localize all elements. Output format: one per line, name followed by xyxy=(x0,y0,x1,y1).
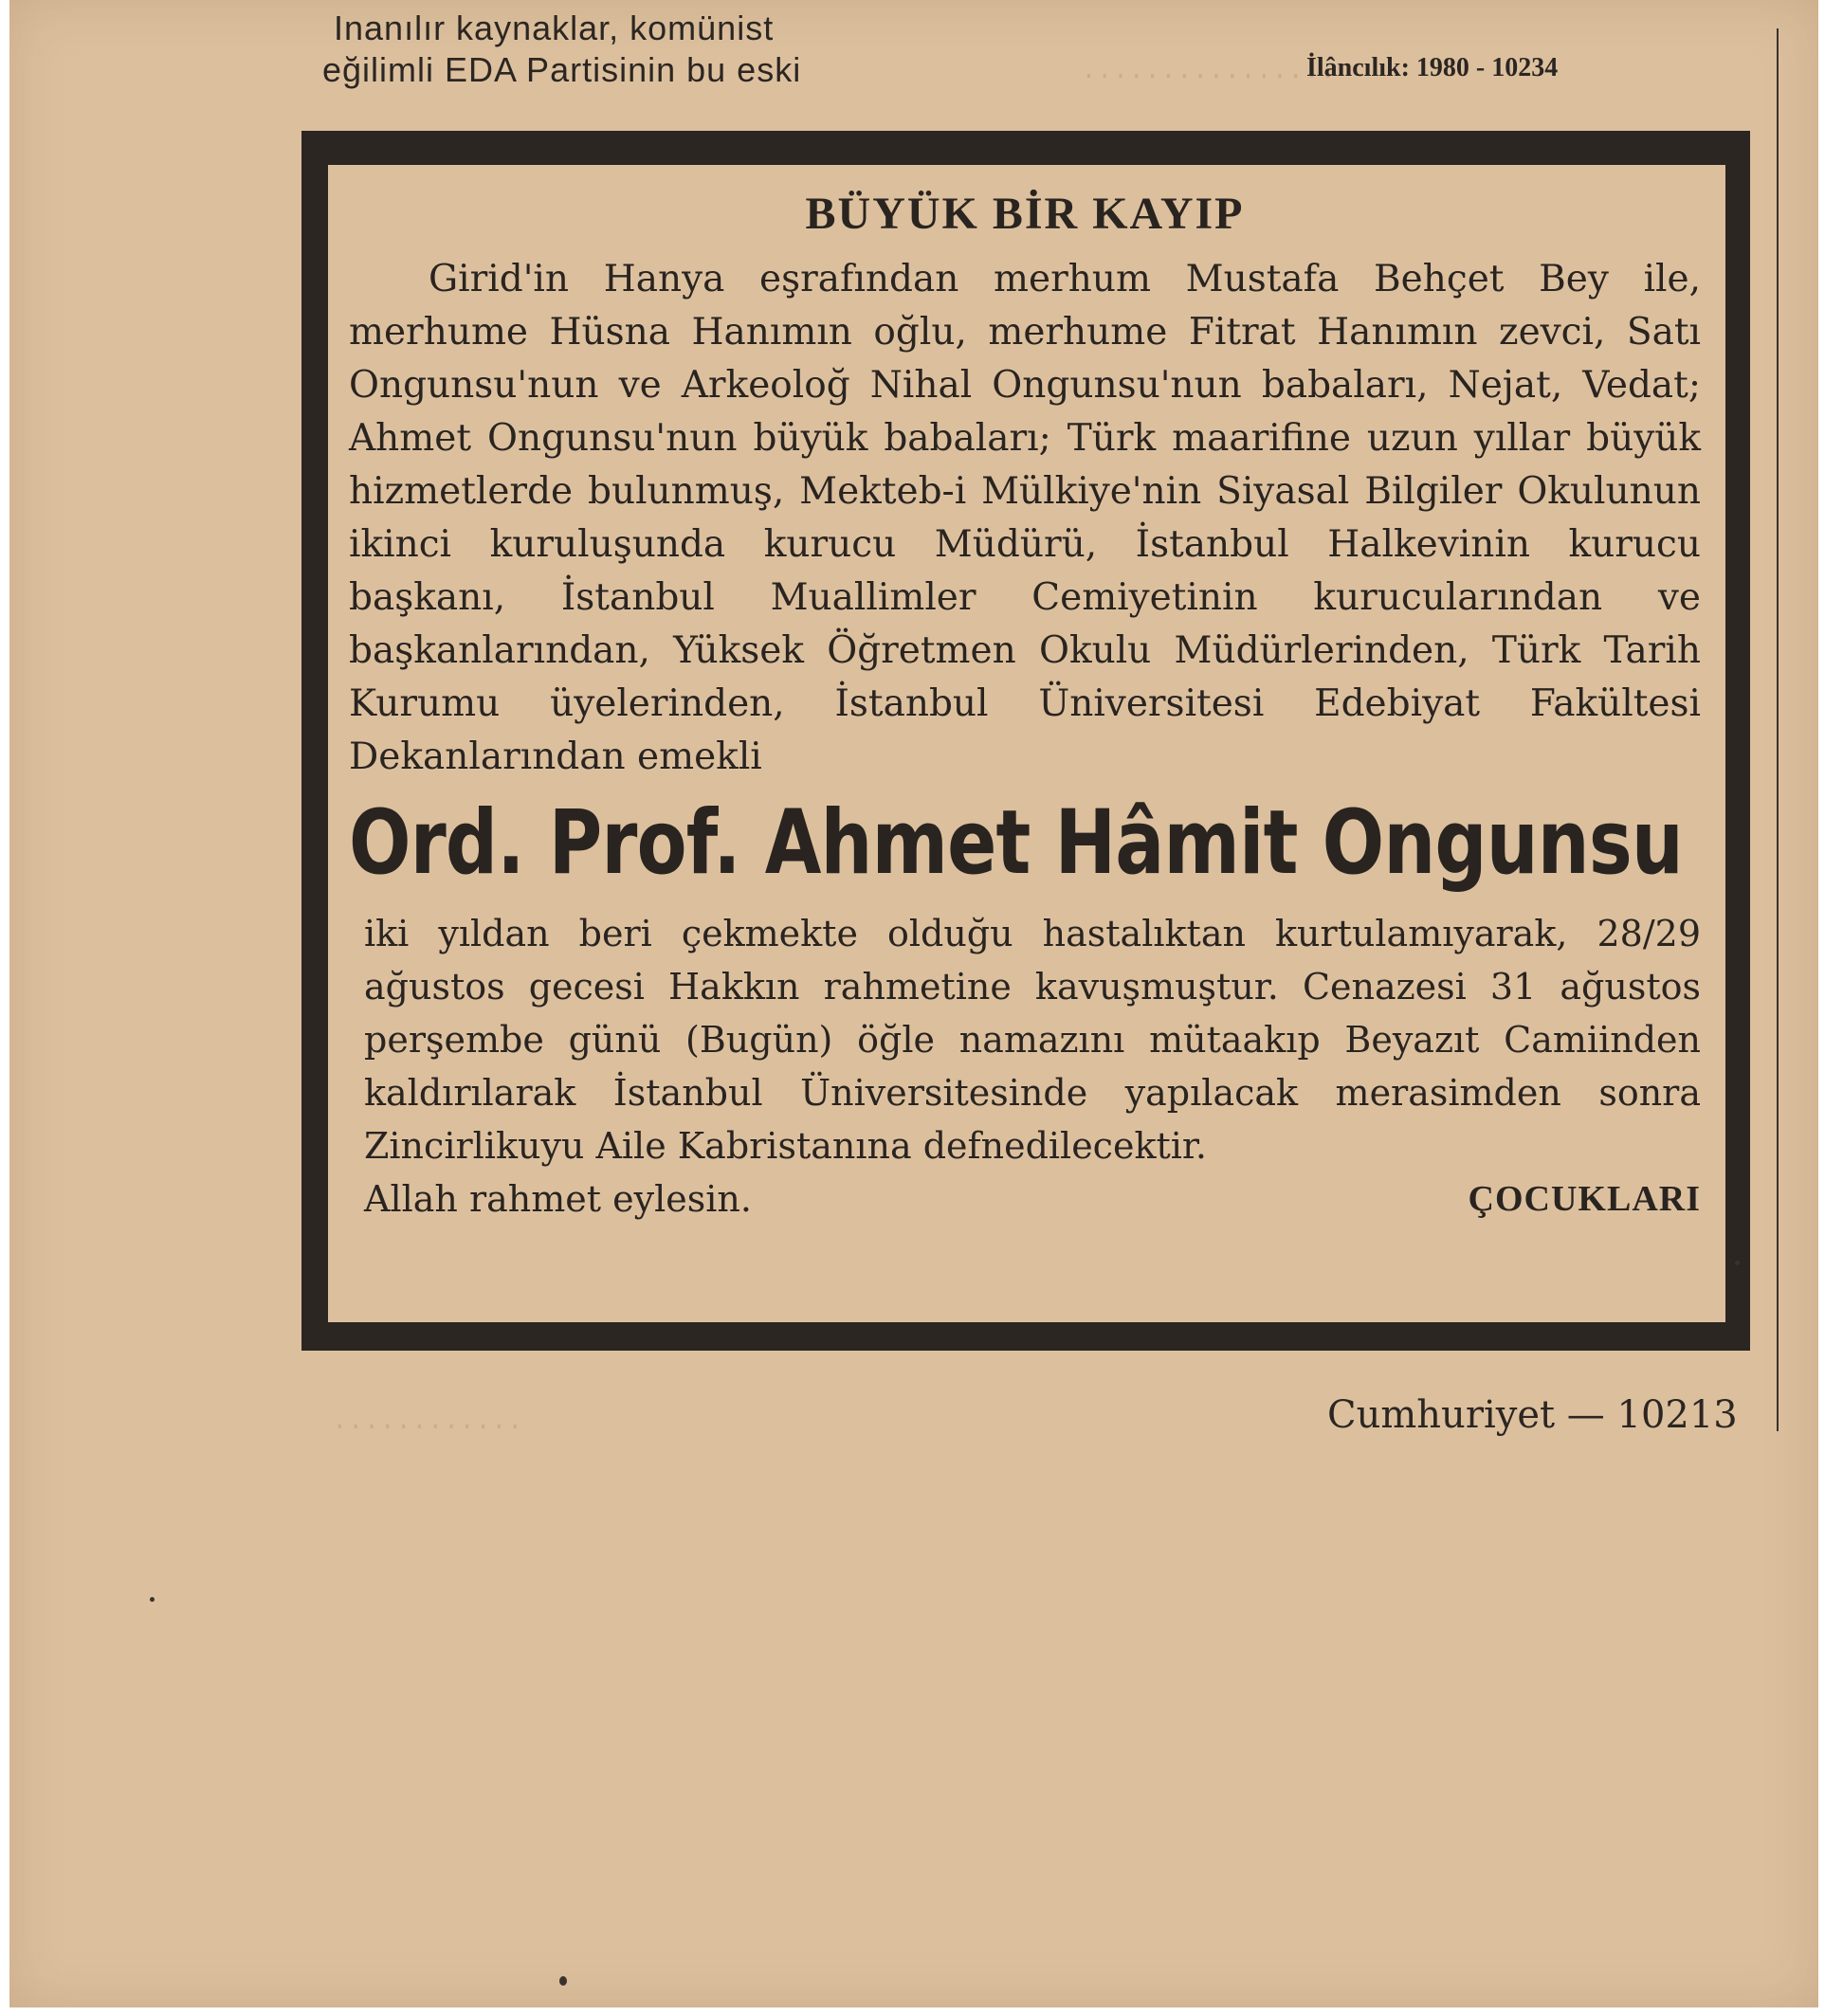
ink-speck-3 xyxy=(1735,1261,1740,1265)
column-rule xyxy=(1777,28,1779,1431)
obituary-content xyxy=(328,165,1725,1322)
show-through-text: ................ xyxy=(1081,57,1336,86)
closing-line xyxy=(364,1172,1701,1226)
obituary-frame xyxy=(301,131,1750,1351)
signature: ÇOCUKLARI xyxy=(1468,1179,1701,1219)
ink-speck-2 xyxy=(150,1597,155,1602)
obituary-headline: BÜYÜK BİR KAYIP xyxy=(805,189,1245,239)
newspaper-clipping xyxy=(9,0,1818,2007)
deceased-name: Ord. Prof. Ahmet Hâmit Ongunsu xyxy=(349,791,1683,895)
show-through-text-2: ............ xyxy=(332,1408,523,1437)
ad-code: İlâncılık: 1980 - 10234 xyxy=(1306,53,1559,82)
obituary-funeral-text xyxy=(349,907,1701,1226)
closing-prayer: Allah rahmet eylesin. xyxy=(364,1178,752,1220)
bleed-through-article-text xyxy=(322,8,1005,91)
ink-speck xyxy=(559,1976,567,1986)
newspaper-credit: Cumhuriyet — 10213 xyxy=(1327,1393,1738,1437)
top-text-line-2: eğilimli EDA Partisinin bu eski xyxy=(322,50,802,89)
obituary-intro-text: Girid'in Hanya eşrafından merhum Mustafa Behçet Bey ile, merhume Hüsna Hanımın oğlu, merhume Fitrat Hanımın zevci, Satı Ongunsu'nun ve Arkeoloğ Nihal Ongunsu'nun babaları, Nejat, Vedat; Ahmet Ongunsu'nun büyük babaları; Türk maarifine uzun yıllar büyük hizmetlerde bulunmuş, Mekteb-i Mülkiye'nin Siyasal Bilgiler Okulunun ikinci kuruluşunda kurucu Müdürü, İstanbul Halkevinin kurucu başkanı, İstanbul Muallimler Cemiyetinin kurucularından ve başkanlarından, Yüksek Öğretmen Okulu Müdürlerinden, Türk Tarih Kurumu üyelerinden, İstanbul Üniversitesi Edebiyat Fakültesi Dekanlarından emekli xyxy=(349,258,1701,778)
top-text-line-1: Inanılır kaynaklar, komünist xyxy=(334,9,775,47)
funeral-details: iki yıldan beri çekmekte olduğu hastalıktan kurtulamıyarak, 28/29 ağustos gecesi Hakkın rahmetine kavuşmuştur. Cenazesi 31 ağustos perşembe günü (Bugün) öğle namazını mütaakıp Beyazıt Camiinden kaldırılarak İstanbul Üniversitesinde yapılacak merasimden sonra Zincirlikuyu Aile Kabristanına defnedilecektir. xyxy=(364,913,1701,1167)
